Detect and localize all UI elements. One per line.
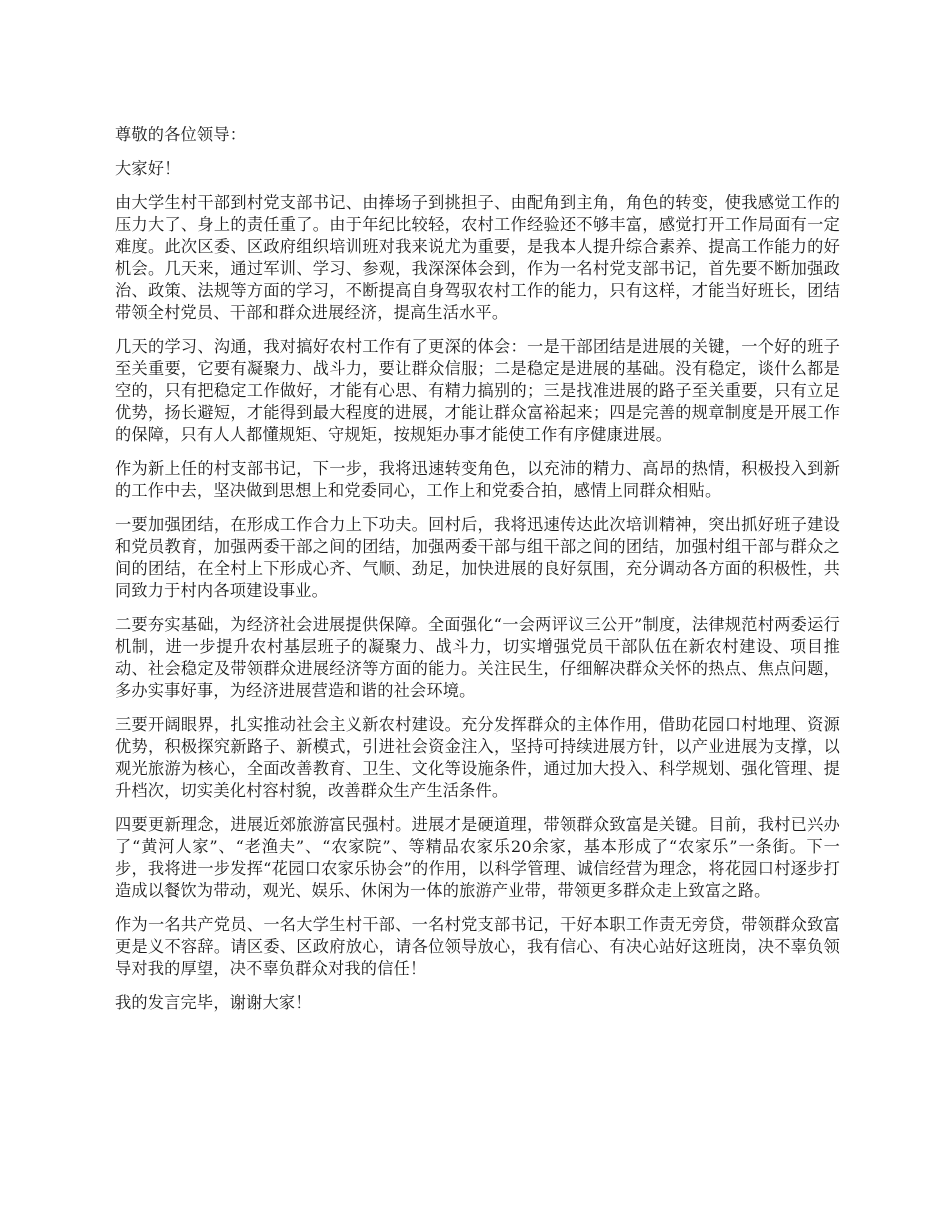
speech-document bbox=[115, 124, 840, 1026]
salutation: 尊敬的各位领导： bbox=[115, 125, 247, 144]
paragraph-next-steps: 作为新上任的村支部书记，下一步，我将迅速转变角色，以充沛的精力、高昂的热情，积极投入到新的工作中去，坚决做到思想上和党委同心，工作上和党委合拍，感情上同群众相贴。 bbox=[115, 459, 840, 500]
paragraph-update-concepts: 四要更新理念，进展近郊旅游富民强村。进展才是硬道理，带领群众致富是关键。目前，我村已兴办了“黄河人家”、“老渔夫”、“农家院”、等精品农家乐20余家，基本形成了“农家乐”一条街。下一步，我将进一步发挥“花园口农家乐协会”的作用，以科学管理、诚信经营为理念，将花园口村逐步打造成以餐饮为带动，观光、娱乐、休闲为一体的旅游产业带，带领更多群众走上致富之路。 bbox=[115, 815, 840, 900]
paragraph-broaden-horizons: 三要开阔眼界，扎实推动社会主义新农村建设。充分发挥群众的主体作用，借助花园口村地理、资源优势，积极探究新路子、新模式，引进社会资金注入，坚持可持续进展方针，以产业进展为支撑，以观光旅游为核心，全面改善教育、卫生、文化等设施条件，通过加大投入、科学规划、强化管理、提升档次，切实美化村容村貌，改善群众生产生活条件。 bbox=[115, 715, 840, 800]
greeting: 大家好！ bbox=[115, 159, 181, 178]
paragraph-commitment: 作为一名共产党员、一名大学生村干部、一名村党支部书记，干好本职工作责无旁贷，带领群众致富更是义不容辞。请区委、区政府放心，请各位领导放心，我有信心、有决心站好这班岗，决不辜负领导对我的厚望，决不辜负群众对我的信任！ bbox=[115, 915, 840, 978]
closing: 我的发言完毕，谢谢大家！ bbox=[115, 993, 312, 1012]
paragraph-role-change: 由大学生村干部到村党支部书记、由捧场子到挑担子、由配角到主角，角色的转变，使我感觉工作的压力大了、身上的责任重了。由于年纪比较轻，农村工作经验还不够丰富，感觉打开工作局面有一定难度。此次区委、区政府组织培训班对我来说尤为重要，是我本人提升综合素养、提高工作能力的好机会。几天来，通过军训、学习、参观，我深深体会到，作为一名村党支部书记，首先要不断加强政治、政策、法规等方面的学习，不断提高自身驾驭农村工作的能力，只有这样，才能当好班长，团结带领全村党员、干部和群众进展经济，提高生活水平。 bbox=[115, 193, 840, 322]
paragraph-solidify-foundation: 二要夯实基础，为经济社会进展提供保障。全面强化“一会两评议三公开”制度，法律规范村两委运行机制，进一步提升农村基层班子的凝聚力、战斗力，切实增强党员干部队伍在新农村建设、项目推动、社会稳定及带领群众进展经济等方面的能力。关注民生，仔细解决群众关怀的热点、焦点问题，多办实事好事，为经济进展营造和谐的社会环境。 bbox=[115, 615, 840, 700]
paragraph-learning-insights: 几天的学习、沟通，我对搞好农村工作有了更深的体会：一是干部团结是进展的关键，一个好的班子至关重要，它要有凝聚力、战斗力，要让群众信服；二是稳定是进展的基础。没有稳定，谈什么都是空的，只有把稳定工作做好，才能有心思、有精力搞别的；三是找准进展的路子至关重要，只有立足优势，扬长避短，才能得到最大程度的进展，才能让群众富裕起来；四是完善的规章制度是开展工作的保障，只有人人都懂规矩、守规矩，按规矩办事才能使工作有序健康进展。 bbox=[115, 337, 840, 444]
paragraph-strengthen-unity: 一要加强团结，在形成工作合力上下功夫。回村后，我将迅速传达此次培训精神，突出抓好班子建设和党员教育，加强两委干部之间的团结，加强两委干部与组干部之间的团结，加强村组干部与群众之间的团结，在全村上下形成心齐、气顺、劲足，加快进展的良好氛围，充分调动各方面的积极性，共同致力于村内各项建设事业。 bbox=[115, 515, 840, 600]
